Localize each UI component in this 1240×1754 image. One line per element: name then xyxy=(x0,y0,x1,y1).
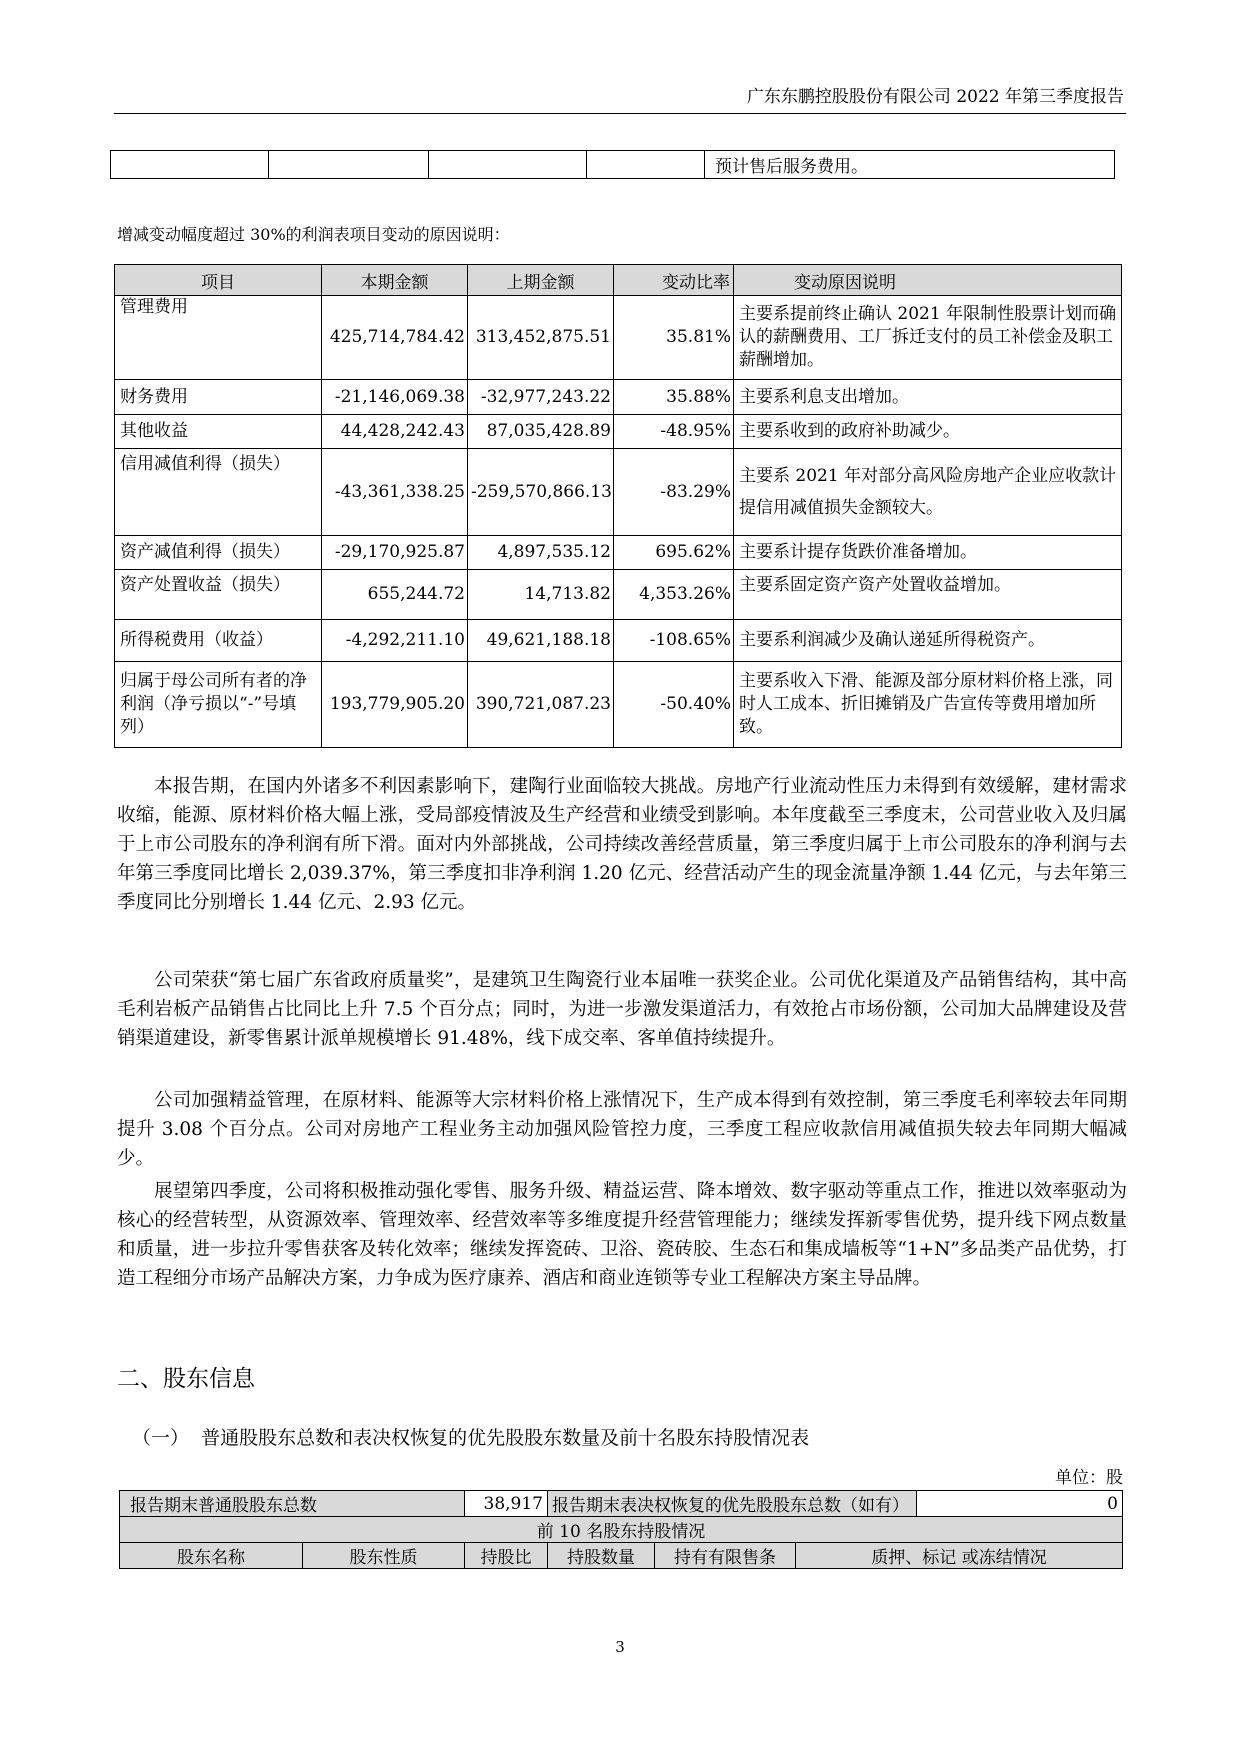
preferred-holders-label: 报告期末表决权恢复的优先股股东总数（如有） xyxy=(548,1491,917,1517)
item-cell: 财务费用 xyxy=(115,380,322,415)
table-row xyxy=(115,449,1122,536)
reason-cell: 主要系提前终止确认 2021 年限制性股票计划而确认的薪酬费用、工厂拆迁支付的员工补偿金及职工薪酬增加。 xyxy=(734,296,1122,380)
table-row xyxy=(115,570,1122,620)
total-holders-label: 报告期末普通股股东总数 xyxy=(120,1491,465,1517)
profit-change-caption: 增减变动幅度超过 30%的利润表项目变动的原因说明： xyxy=(117,225,510,244)
table-cell xyxy=(269,151,429,179)
ratio-cell: -48.95% xyxy=(614,415,734,449)
table-row xyxy=(115,415,1122,449)
column-header-item: 项目 xyxy=(115,265,322,296)
ratio-cell: -83.29% xyxy=(614,449,734,536)
previous-cell: 313,452,875.51 xyxy=(468,296,614,380)
table-row xyxy=(120,1517,1123,1543)
previous-cell: 87,035,428.89 xyxy=(468,415,614,449)
current-cell: -43,361,338.25 xyxy=(322,449,468,536)
reason-cell: 主要系利润减少及确认递延所得税资产。 xyxy=(734,620,1122,662)
current-cell: -21,146,069.38 xyxy=(322,380,468,415)
column-header-previous: 上期金额 xyxy=(468,265,614,296)
table-row xyxy=(115,380,1122,415)
column-header-ratio: 持股比 xyxy=(465,1543,548,1569)
page-number: 3 xyxy=(615,1638,625,1656)
column-header-nature: 股东性质 xyxy=(303,1543,465,1569)
ratio-cell: -108.65% xyxy=(614,620,734,662)
body-paragraph: 本报告期，在国内外诸多不利因素影响下，建陶行业面临较大挑战。房地产行业流动性压力未得到有效缓解，建材需求收缩，能源、原材料价格大幅上涨，受局部疫情波及生产经营和业绩受到影响。本年度截至三季度末，公司营业收入及归属于上市公司股东的净利润有所下滑。面对内外部挑战，公司持续改善经营质量，第三季度归属于上市公司股东的净利润与去年第三季度同比增长 2,039.37%，第三季度扣非净利润 1.20 亿元、经营活动产生的现金流量净额 1.44 亿元，与去年第三季度同比分别增长 1.44 亿元、2.93 亿元。 xyxy=(117,776,1127,913)
table-header-row xyxy=(120,1543,1123,1569)
profit-change-table xyxy=(114,264,1122,748)
ratio-cell: 695.62% xyxy=(614,536,734,570)
reason-cell: 主要系收到的政府补助减少。 xyxy=(734,415,1122,449)
column-header-reason: 变动原因说明 xyxy=(734,265,1122,296)
table-row xyxy=(120,1491,1123,1517)
current-cell: 193,779,905.20 xyxy=(322,662,468,748)
continued-table-fragment xyxy=(110,150,1115,179)
reason-cell: 主要系利息支出增加。 xyxy=(734,380,1122,415)
item-cell: 管理费用 xyxy=(115,296,322,380)
column-header-restricted: 持有有限售条 xyxy=(655,1543,796,1569)
current-cell: -29,170,925.87 xyxy=(322,536,468,570)
preferred-holders-value: 0 xyxy=(917,1491,1123,1517)
column-header-ratio: 变动比率 xyxy=(614,265,734,296)
table-row xyxy=(111,151,1115,179)
table-cell xyxy=(429,151,587,179)
unit-label: 单位：股 xyxy=(1055,1468,1123,1488)
table-row xyxy=(115,536,1122,570)
current-cell: -4,292,211.10 xyxy=(322,620,468,662)
column-header-pledge: 质押、标记 或冻结情况 xyxy=(796,1543,1123,1569)
item-cell: 资产减值利得（损失） xyxy=(115,536,322,570)
item-cell: 所得税费用（收益） xyxy=(115,620,322,662)
previous-cell: 390,721,087.23 xyxy=(468,662,614,748)
table-row xyxy=(115,662,1122,748)
column-header-current: 本期金额 xyxy=(322,265,468,296)
column-header-name: 股东名称 xyxy=(120,1543,303,1569)
report-header-title: 广东东鹏控股股份有限公司 2022 年第三季度报告 xyxy=(746,87,1124,107)
reason-cell: 主要系固定资产资产处置收益增加。 xyxy=(734,570,1122,620)
table-cell: 预计售后服务费用。 xyxy=(705,151,1115,179)
header-divider xyxy=(114,113,1126,114)
ratio-cell: 35.88% xyxy=(614,380,734,415)
current-cell: 655,244.72 xyxy=(322,570,468,620)
reason-cell: 主要系收入下滑、能源及部分原材料价格上涨，同时人工成本、折旧摊销及广告宣传等费用增加所致。 xyxy=(734,662,1122,748)
previous-cell: -32,977,243.22 xyxy=(468,380,614,415)
item-cell: 归属于母公司所有者的净利润（净亏损以“-”号填列） xyxy=(115,662,322,748)
previous-cell: 14,713.82 xyxy=(468,570,614,620)
subsection-heading: （一） 普通股股东总数和表决权恢复的优先股股东数量及前十名股东持股情况表 xyxy=(132,1427,810,1449)
item-cell: 信用减值利得（损失） xyxy=(115,449,322,536)
table-row xyxy=(115,296,1122,380)
item-cell: 其他收益 xyxy=(115,415,322,449)
current-cell: 44,428,242.43 xyxy=(322,415,468,449)
reason-cell: 主要系 2021 年对部分高风险房地产企业应收款计提信用减值损失金额较大。 xyxy=(734,449,1122,536)
body-paragraph: 展望第四季度，公司将积极推动强化零售、服务升级、精益运营、降本增效、数字驱动等重点工作，推进以效率驱动为核心的经营转型，从资源效率、管理效率、经营效率等多维度提升经营管理能力；继续发挥新零售优势，提升线下网点数量和质量，进一步拉升零售获客及转化效率；继续发挥瓷砖、卫浴、瓷砖胶、生态石和集成墙板等“1+N”多品类产品优势，打造工程细分市场产品解决方案，力争成为医疗康养、酒店和商业连锁等专业工程解决方案主导品牌。 xyxy=(117,1181,1127,1289)
current-cell: 425,714,784.42 xyxy=(322,296,468,380)
ratio-cell: 35.81% xyxy=(614,296,734,380)
reason-cell: 主要系计提存货跌价准备增加。 xyxy=(734,536,1122,570)
previous-cell: -259,570,866.13 xyxy=(468,449,614,536)
table-header-row xyxy=(115,265,1122,296)
column-header-quantity: 持股数量 xyxy=(548,1543,655,1569)
ratio-cell: 4,353.26% xyxy=(614,570,734,620)
table-cell xyxy=(111,151,269,179)
previous-cell: 49,621,188.18 xyxy=(468,620,614,662)
body-paragraph: 公司加强精益管理，在原材料、能源等大宗材料价格上涨情况下，生产成本得到有效控制，第三季度毛利率较去年同期提升 3.08 个百分点。公司对房地产工程业务主动加强风险管控力度，三季度工程应收款信用减值损失较去年同期大幅减少。 xyxy=(117,1090,1127,1169)
shareholder-table xyxy=(119,1490,1123,1569)
previous-cell: 4,897,535.12 xyxy=(468,536,614,570)
table-row xyxy=(115,620,1122,662)
table-cell xyxy=(587,151,705,179)
item-cell: 资产处置收益（损失） xyxy=(115,570,322,620)
total-holders-value: 38,917 xyxy=(465,1491,548,1517)
ratio-cell: -50.40% xyxy=(614,662,734,748)
section-heading: 二、股东信息 xyxy=(117,1366,255,1392)
body-paragraph: 公司荣获“第七届广东省政府质量奖”，是建筑卫生陶瓷行业本届唯一获奖企业。公司优化渠道及产品销售结构，其中高毛利岩板产品销售占比同比上升 7.5 个百分点；同时，为进一步激发渠道活力，有效抢占市场份额，公司加大品牌建设及营销渠道建设，新零售累计派单规模增长 91.48%，线下成交率、客单值持续提升。 xyxy=(117,970,1127,1049)
top10-title: 前 10 名股东持股情况 xyxy=(120,1517,1123,1543)
